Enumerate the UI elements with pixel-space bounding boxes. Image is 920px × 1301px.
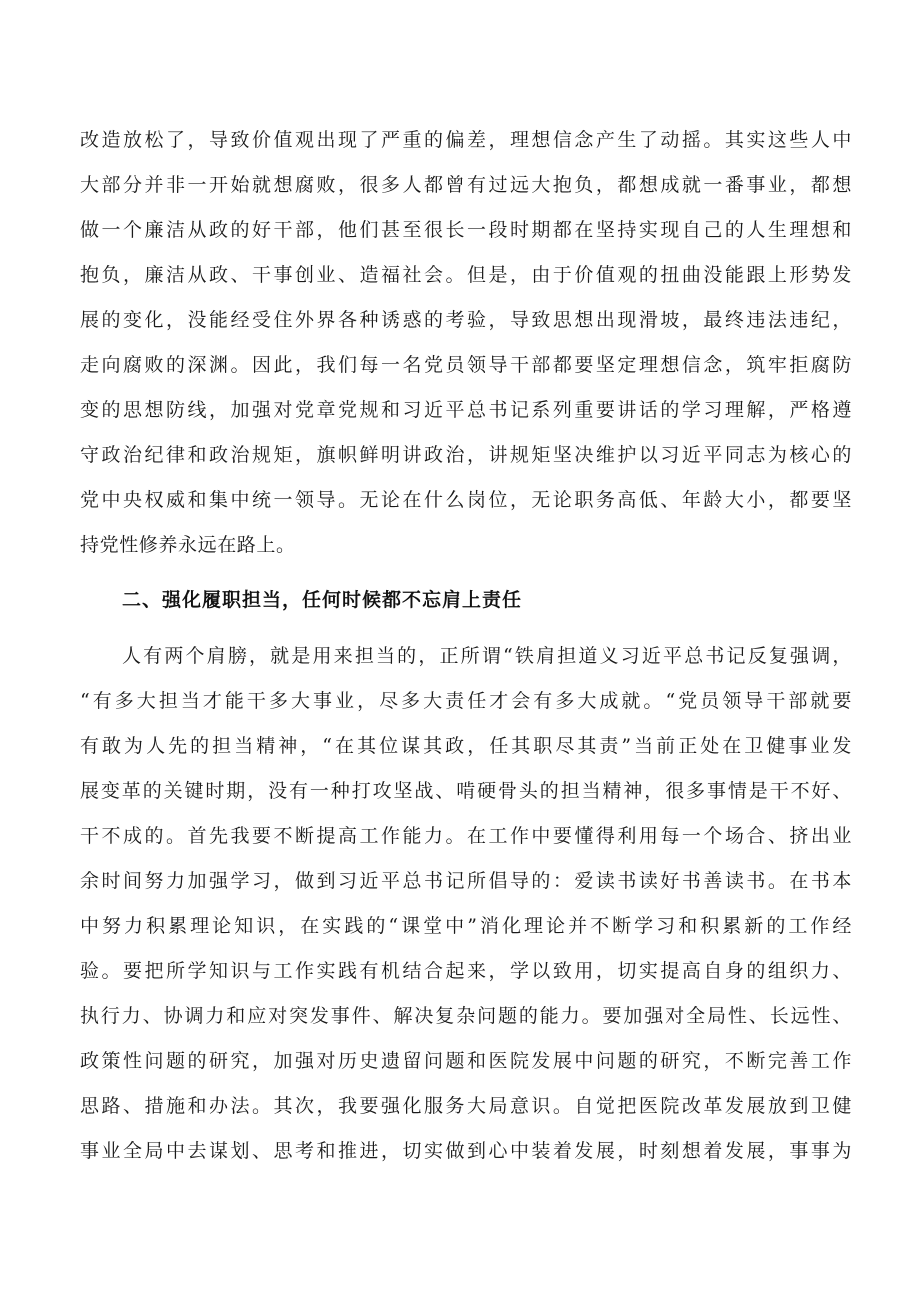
paragraph-line: 走向腐败的深渊。因此，我们每一名党员领导干部都要坚定理想信念，筑牢拒腐防 — [80, 354, 852, 376]
paragraph-line: 改造放松了，导致价值观出现了严重的偏差，理想信念产生了动摇。其实这些人中 — [80, 129, 852, 151]
section-heading: 二、强化履职担当，任何时候都不忘肩上责任 — [122, 589, 523, 611]
paragraph-ideals — [80, 118, 852, 568]
paragraph-line: 余时间努力加强学习，做到习近平总书记所倡导的：爱读书读好书善读书。在书本 — [80, 870, 852, 892]
paragraph-line: 党中央权威和集中统一领导。无论在什么岗位，无论职务高低、年龄大小，都要坚 — [80, 489, 852, 511]
paragraph-line: 守政治纪律和政治规矩，旗帜鲜明讲政治，讲规矩坚决维护以习近平同志为核心的 — [80, 444, 852, 466]
paragraph-line: 干不成的。首先我要不断提高工作能力。在工作中要懂得利用每一个场合、挤出业 — [80, 825, 852, 847]
paragraph-line: 大部分并非一开始就想腐败，很多人都曾有过远大抱负，都想成就一番事业，都想 — [80, 174, 852, 196]
paragraph-line: 抱负，廉洁从政、干事创业、造福社会。但是，由于价值观的扭曲没能跟上形势发 — [80, 264, 852, 286]
paragraph-line: 验。要把所学知识与工作实践有机结合起来，学以致用，切实提高自身的组织力、 — [80, 960, 852, 982]
paragraph-line: 变的思想防线，加强对党章党规和习近平总书记系列重要讲话的学习理解，严格遵 — [80, 399, 852, 421]
paragraph-line: “有多大担当才能干多大事业，尽多大责任才会有多大成就。“党员领导干部就要 — [80, 690, 852, 712]
paragraph-line: 展的变化，没能经受住外界各种诱惑的考验，导致思想出现滑坡，最终违法违纪， — [80, 309, 852, 331]
paragraph-line: 思路、措施和办法。其次，我要强化服务大局意识。自觉把医院改革发展放到卫健 — [80, 1095, 852, 1117]
paragraph-line: 展变革的关键时期，没有一种打攻坚战、啃硬骨头的担当精神，很多事情是干不好、 — [80, 780, 852, 802]
paragraph-line: 政策性问题的研究，加强对历史遗留问题和医院发展中问题的研究，不断完善工作 — [80, 1050, 852, 1072]
paragraph-line: 有敢为人先的担当精神，“在其位谋其政，任其职尽其责”当前正处在卫健事业发 — [80, 735, 852, 757]
paragraph-line: 做一个廉洁从政的好干部，他们甚至很长一段时期都在坚持实现自己的人生理想和 — [80, 219, 852, 241]
paragraph-responsibility — [80, 634, 852, 1174]
paragraph-line: 人有两个肩膀，就是用来担当的，正所谓“铁肩担道义习近平总书记反复强调， — [122, 645, 852, 667]
paragraph-line: 持党性修养永远在路上。 — [80, 534, 296, 556]
paragraph-line: 事业全局中去谋划、思考和推进，切实做到心中装着发展，时刻想着发展，事事为 — [80, 1140, 852, 1162]
paragraph-line: 中努力积累理论知识，在实践的“课堂中”消化理论并不断学习和积累新的工作经 — [80, 915, 852, 937]
paragraph-line: 执行力、协调力和应对突发事件、解决复杂问题的能力。要加强对全局性、长远性、 — [80, 1005, 852, 1027]
